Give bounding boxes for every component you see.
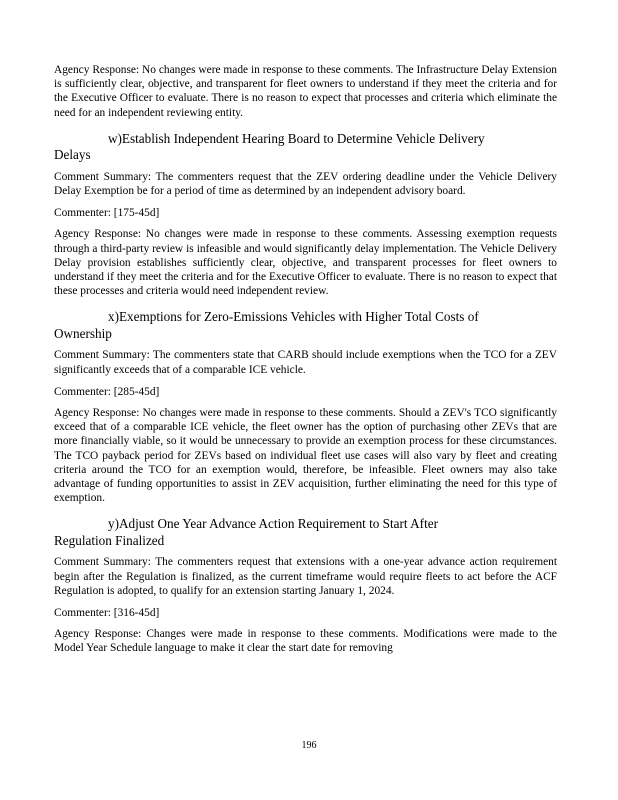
commenter-line: Commenter: [316-45d]	[54, 607, 160, 620]
section-heading-x	[54, 309, 557, 342]
agency-response-paragraph: Agency Response: No changes were made in response to these comments. Should a ZEV's TCO significantly exceed that of a comparable ICE vehicle, the fleet owner has the option of purchasing other ZEVs that are more financially viable, so it would be unnecessary to provide an exemption process for these circumstances. The TCO payback period for ZEVs based on individual fleet use cases will also vary by fleet and creating criteria around the TCO for an exemption would, therefore, be infeasible. Fleet owners may also take advantage of funding opportunities to assist in ZEV acquisition, further eliminating the need for this type of exemption.	[54, 407, 557, 505]
section-heading-x-line1: x)Exemptions for Zero-Emissions Vehicles with Higher Total Costs of	[108, 309, 479, 325]
commenter-line: Commenter: [285-45d]	[54, 385, 160, 398]
section-heading-x-line2: Ownership	[54, 325, 112, 341]
agency-response-paragraph: Agency Response: Changes were made in response to these comments. Modifications were made to the Model Year Schedule language to make it clear the start date for removing	[54, 628, 557, 655]
document-body	[54, 63, 557, 664]
comment-summary-paragraph: Comment Summary: The commenters request that the ZEV ordering deadline under the Vehicle Delivery Delay Exemption be for a period of time as determined by an independent advisory board.	[54, 170, 557, 198]
agency-response-paragraph: Agency Response: No changes were made in response to these comments. The Infrastructure Delay Extension is sufficiently clear, objective, and transparent for fleet owners to understand if they meet the criteria and for the Executive Officer to evaluate. There is no reason to expect that processes and criteria which eliminate the need for an independent reviewing entity.	[54, 64, 557, 119]
comment-summary-paragraph: Comment Summary: The commenters state that CARB should include exemptions when the TCO for a ZEV significantly exceeds that of a comparable ICE vehicle.	[54, 349, 557, 376]
agency-response-paragraph: Agency Response: No changes were made in response to these comments. Assessing exemption requests through a third-party review is infeasible and would significantly delay implementation. The Vehicle Delivery Delay provision establishes sufficiently clear, objective, and transparent processes for fleet owners to understand if they meet the criteria and for the Executive Officer to evaluate. There is no reason to expect that these processes and criteria would need independent review.	[54, 228, 557, 298]
comment-summary-paragraph: Comment Summary: The commenters request that extensions with a one-year advance action requirement begin after the Regulation is finalized, as the current timeframe would require fleets to act before the ACF Regulation is adopted, to qualify for an extension starting January 1, 2024.	[54, 556, 557, 597]
section-heading-w-line2: Delays	[54, 147, 91, 163]
section-heading-w-line1: w)Establish Independent Hearing Board to Determine Vehicle Delivery	[108, 130, 485, 146]
page-number: 196	[301, 740, 317, 751]
section-heading-y-line2: Regulation Finalized	[54, 532, 165, 548]
section-heading-w	[54, 131, 557, 164]
section-heading-y-line1: y)Adjust One Year Advance Action Requirement to Start After	[108, 516, 438, 532]
commenter-line: Commenter: [175-45d]	[54, 207, 160, 220]
section-heading-y	[54, 516, 557, 549]
